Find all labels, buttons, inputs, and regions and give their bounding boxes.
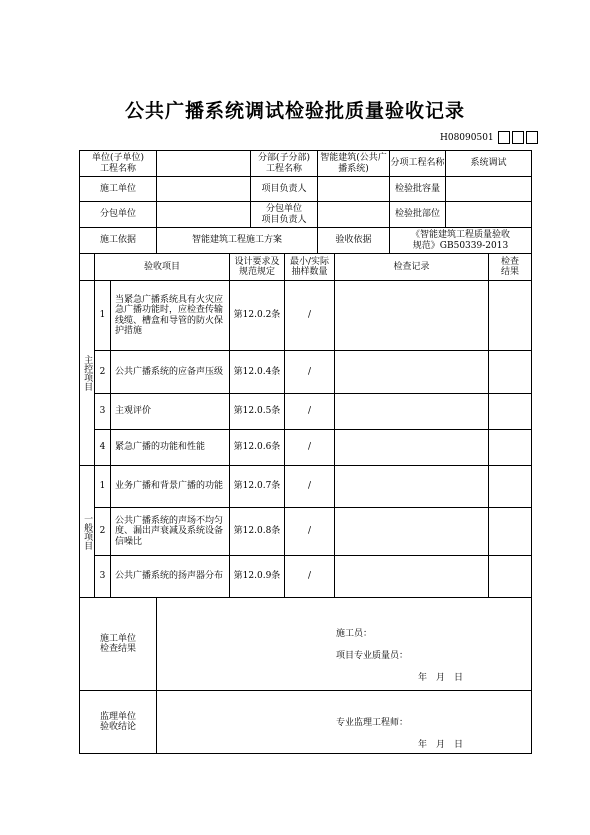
general-item-sample[interactable]: / — [284, 507, 334, 555]
general-item-text: 业务广播和背景广播的功能 — [110, 465, 229, 507]
constructor-value[interactable] — [156, 176, 250, 201]
main-item-result[interactable] — [488, 280, 532, 350]
basis-value[interactable]: 智能建筑工程施工方案 — [156, 227, 317, 253]
main-item-text: 公共广播系统的应备声压级 — [110, 350, 229, 393]
capacity-value[interactable] — [445, 176, 532, 201]
main-item-no: 3 — [94, 393, 110, 429]
sub-pm-label: 分包单位 项目负责人 — [250, 201, 317, 227]
supervision-result-label: 监理单位 验收结论 — [79, 690, 156, 754]
col-item-header: 验收项目 — [94, 253, 229, 280]
general-item-sample[interactable]: / — [284, 555, 334, 597]
general-item-text: 公共广播系统的扬声器分布 — [110, 555, 229, 597]
main-item-record[interactable] — [334, 280, 488, 350]
general-item-record[interactable] — [334, 555, 488, 597]
corner-cell — [79, 253, 94, 280]
location-value[interactable] — [445, 201, 532, 227]
unit-value[interactable] — [156, 150, 250, 176]
main-item-sample[interactable]: / — [284, 393, 334, 429]
acceptance-basis-value: 《智能建筑工程质量验收 规范》GB50339-2013 — [389, 227, 532, 253]
general-item-text: 公共广播系统的声场不均匀度、漏出声衰减及系统设备信噪比 — [110, 507, 229, 555]
general-item-result[interactable] — [488, 555, 532, 597]
general-items-text: 一般项目 — [82, 513, 93, 550]
location-label: 检验批部位 — [389, 201, 445, 227]
supervision-engineer-label: 专业监理工程师： — [336, 718, 409, 728]
general-item-result[interactable] — [488, 507, 532, 555]
general-item-clause: 第12.0.8条 — [229, 507, 284, 555]
acceptance-basis-label: 验收依据 — [317, 227, 389, 253]
subcontractor-label: 分包单位 — [79, 201, 156, 227]
main-item-sample[interactable]: / — [284, 429, 334, 465]
quality-inspector-label: 项目专业质量员： — [336, 651, 409, 661]
sub-pm-value[interactable] — [317, 201, 389, 227]
main-item-result[interactable] — [488, 350, 532, 393]
general-items-label — [79, 465, 94, 597]
col-record-header: 检查记录 — [334, 253, 488, 280]
main-item-no: 4 — [94, 429, 110, 465]
general-item-no: 1 — [94, 465, 110, 507]
item-value[interactable]: 系统调试 — [445, 150, 532, 176]
main-item-clause: 第12.0.2条 — [229, 280, 284, 350]
supervision-date: 年 月 日 — [418, 740, 464, 750]
main-item-no: 1 — [94, 280, 110, 350]
main-item-result[interactable] — [488, 429, 532, 465]
main-items-label — [79, 280, 94, 465]
basis-label: 施工依据 — [79, 227, 156, 253]
col-design-header: 设计要求及 规范规定 — [229, 253, 284, 280]
main-items-text: 主控项目 — [82, 355, 93, 391]
main-item-sample[interactable]: / — [284, 350, 334, 393]
foreman-label: 施工员： — [336, 629, 373, 639]
general-item-sample[interactable]: / — [284, 465, 334, 507]
form-code-text: H08090501 — [440, 132, 494, 143]
pm-value[interactable] — [317, 176, 389, 201]
general-item-record[interactable] — [334, 465, 488, 507]
construction-date: 年 月 日 — [418, 673, 464, 683]
construction-result-label: 施工单位 检查结果 — [79, 597, 156, 690]
main-item-clause: 第12.0.6条 — [229, 429, 284, 465]
general-item-no: 2 — [94, 507, 110, 555]
page-title: 公共广播系统调试检验批质量验收记录 — [124, 100, 465, 122]
main-item-clause: 第12.0.5条 — [229, 393, 284, 429]
general-item-no: 3 — [94, 555, 110, 597]
main-item-text: 紧急广播的功能和性能 — [110, 429, 229, 465]
subcontractor-value[interactable] — [156, 201, 250, 227]
sub-project-label: 分部(子分部) 工程名称 — [250, 150, 317, 176]
main-item-record[interactable] — [334, 393, 488, 429]
general-item-clause: 第12.0.7条 — [229, 465, 284, 507]
general-item-record[interactable] — [334, 507, 488, 555]
construction-result-area[interactable] — [156, 597, 532, 690]
capacity-label: 检验批容量 — [389, 176, 445, 201]
col-sample-header: 最小/实际 抽样数量 — [284, 253, 334, 280]
main-item-text: 当紧急广播系统具有火灾应急广播功能时，应检查传输线缆、槽盒和导管的防火保护措施 — [110, 280, 229, 350]
main-item-text: 主观评价 — [110, 393, 229, 429]
main-item-sample[interactable]: / — [284, 280, 334, 350]
pm-label: 项目负责人 — [250, 176, 317, 201]
general-item-result[interactable] — [488, 465, 532, 507]
main-item-result[interactable] — [488, 393, 532, 429]
unit-label: 单位(子单位) 工程名称 — [79, 150, 156, 176]
item-label: 分项工程名称 — [389, 150, 445, 176]
main-item-record[interactable] — [334, 429, 488, 465]
main-item-record[interactable] — [334, 350, 488, 393]
col-result-header: 检查 结果 — [488, 253, 532, 280]
main-item-no: 2 — [94, 350, 110, 393]
main-item-clause: 第12.0.4条 — [229, 350, 284, 393]
constructor-label: 施工单位 — [79, 176, 156, 201]
general-item-clause: 第12.0.9条 — [229, 555, 284, 597]
sub-project-value[interactable]: 智能建筑(公共广 播系统) — [317, 150, 389, 176]
